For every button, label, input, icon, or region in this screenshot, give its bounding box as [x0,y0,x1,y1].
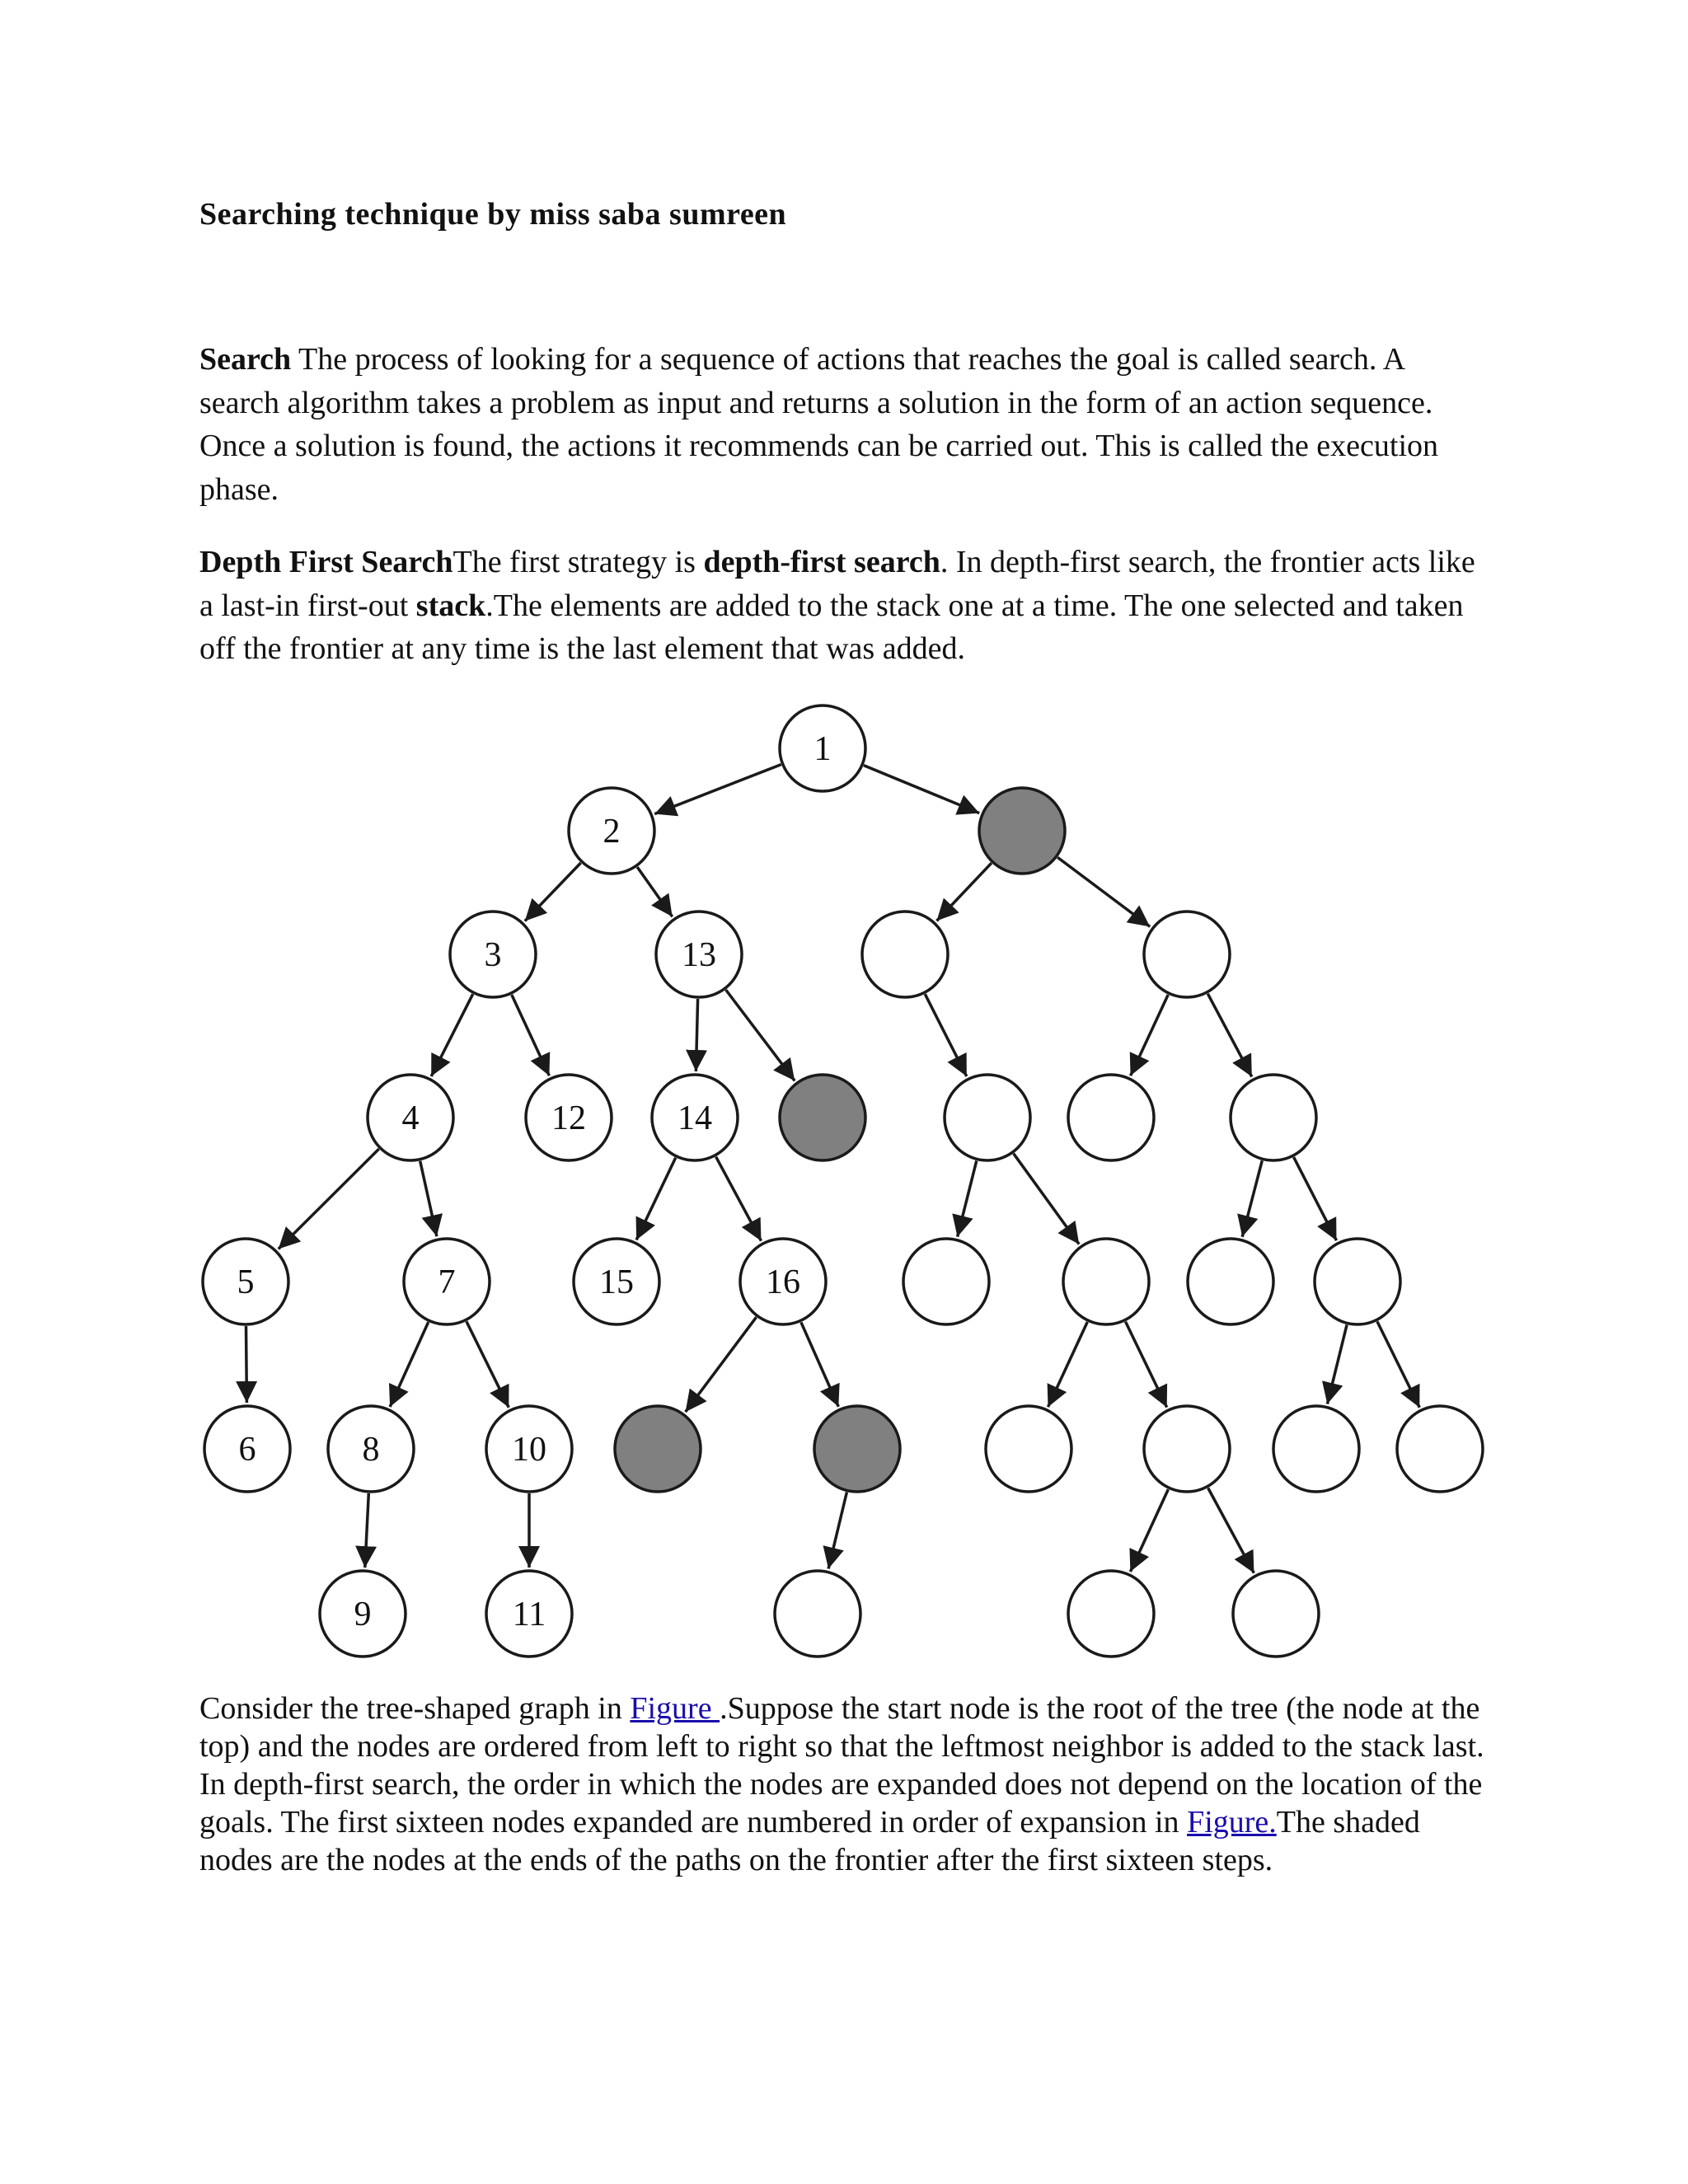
search-definition: The process of looking for a sequence of actions that reaches the goal is called search. A search algorithm takes a problem as input and returns a solution in the form of an action sequence. Once a solution is found, the actions it recommends can be carried out. This is called the execution phase. [199,342,1439,507]
tree-edge-n16-s16b [801,1322,838,1406]
tree-edge-n13-s13 [726,990,795,1080]
tree-edge-rs-b [1057,857,1150,926]
tree-node-circle [1273,1406,1359,1492]
tree-node-label: 5 [237,1263,255,1301]
search-term: Search [199,342,292,377]
tree-edge-b-b2 [1207,994,1252,1077]
figure-link-1[interactable]: Figure [630,1691,720,1726]
tree-node-b4 [1315,1239,1400,1324]
document-title: Searching technique by miss saba sumreen [199,197,787,232]
tree-node-circle [775,1571,860,1657]
tree-node-c [775,1571,860,1657]
tree-node-n11 [486,1571,572,1657]
tree-edge-n2-n13 [637,867,673,916]
consider-text-2: .Suppose the start node is the root of the tree (the node at the top) and the nodes are ordered from left to right so that the leftmost neighbor is added to the stack last. In depth-first search, the order in which the nodes are expanded does not depend on the location of the goals. The first sixteen nodes expanded are numbered in order of expansion in [199,1691,1484,1840]
tree-node-circle [1063,1239,1149,1324]
tree-edge-n4-n7 [420,1161,437,1237]
tree-node-b3 [1188,1239,1273,1324]
tree-node-label: 3 [484,936,502,974]
tree-edge-b4-b6 [1377,1321,1419,1407]
tree-node-circle [1397,1406,1483,1492]
tree-node-label: 4 [401,1099,420,1137]
tree-edge-n4-n5 [279,1149,379,1249]
tree-node-label: 7 [438,1263,456,1301]
tree-node-circle [615,1406,701,1492]
tree-node-n16 [740,1239,826,1324]
tree-edge-r-rs [864,766,979,813]
tree-edge-n7-n8 [390,1322,429,1407]
tree-edge-a-a1 [925,994,967,1076]
tree-edge-b2-b3 [1242,1160,1262,1237]
tree-edge-a5-a6 [1130,1489,1168,1572]
tree-node-n7 [404,1239,490,1324]
tree-node-s16b [814,1406,900,1492]
tree-edge-n14-n16 [716,1157,762,1241]
tree-node-circle [1144,1406,1230,1492]
dfs-text-2: . In depth-first search, the frontier acts like a last-in first-out [199,545,1475,623]
tree-node-label: 6 [238,1431,256,1469]
tree-node-n10 [486,1406,572,1492]
tree-edge-n3-n4 [431,994,473,1076]
tree-node-circle [1233,1571,1319,1657]
tree-node-circle [1144,912,1230,997]
consider-text-1: Consider the tree-shaped graph in [199,1691,631,1726]
tree-node-circle [945,1075,1030,1160]
tree-node-n9 [320,1571,406,1657]
tree-edge-a1-a2 [958,1160,977,1236]
tree-node-label: 13 [682,936,716,974]
tree-edge-n8-n9 [365,1493,369,1568]
tree-edge-b-b1 [1131,995,1169,1076]
tree-edge-r-n2 [654,765,781,814]
figure-link-2[interactable]: Figure. [1187,1805,1277,1840]
tree-node-n3 [450,912,536,997]
tree-node-b1 [1068,1075,1154,1160]
tree-edge-a5-a7 [1208,1488,1254,1573]
tree-edge-n14-n15 [636,1158,676,1240]
tree-node-a5 [1144,1406,1230,1492]
consider-paragraph [199,1690,1485,1879]
tree-node-b6 [1397,1406,1483,1492]
tree-node-circle [1068,1075,1154,1160]
tree-node-circle [979,788,1065,874]
tree-node-r [780,705,865,791]
tree-edge-a3-a4 [1048,1322,1088,1407]
tree-node-label: 16 [766,1263,800,1301]
tree-node-n15 [574,1239,659,1324]
tree-node-b [1144,912,1230,997]
dfs-bold-1: depth-first search [703,545,940,579]
dfs-term: Depth First Search [199,545,453,579]
dfs-text-1: The first strategy is [452,545,704,579]
tree-node-label: 10 [512,1431,546,1469]
tree-edge-n5-n6 [246,1326,247,1403]
tree-node-n6 [204,1406,290,1492]
tree-node-label: 2 [603,813,621,851]
tree-node-label: 1 [814,730,832,768]
tree-edge-n13-n14 [696,999,697,1071]
tree-node-n5 [203,1239,288,1324]
tree-node-n12 [526,1075,612,1160]
tree-node-a1 [945,1075,1030,1160]
tree-edge-a3-a5 [1126,1322,1167,1408]
dfs-text-3: .The elements are added to the stack one at a time. The one selected and taken off the frontier at any time is the last element that was added. [199,588,1464,666]
tree-node-label: 12 [551,1099,586,1137]
tree-node-n4 [368,1075,453,1160]
tree-node-label: 14 [678,1099,712,1137]
tree-node-label: 8 [362,1431,380,1469]
tree-node-a4 [986,1406,1071,1492]
tree-edge-n2-n3 [525,863,581,921]
tree-node-b2 [1231,1075,1316,1160]
tree-node-n13 [656,912,742,997]
tree-node-label: 9 [354,1596,372,1633]
tree-node-a2 [903,1239,989,1324]
tree-edge-n7-n10 [467,1321,509,1407]
tree-node-circle [1188,1239,1273,1324]
tree-node-circle [1315,1239,1400,1324]
consider-text-3: The shaded nodes are the nodes at the ends of the paths on the frontier after the first sixteen steps. [199,1805,1420,1877]
tree-edge-a1-a3 [1014,1154,1080,1244]
tree-node-a3 [1063,1239,1149,1324]
tree-node-circle [1068,1571,1154,1657]
tree-node-b5 [1273,1406,1359,1492]
tree-node-label: 15 [599,1263,634,1301]
tree-node-a6 [1068,1571,1154,1657]
tree-node-s16a [615,1406,701,1492]
tree-edge-n16-s16a [686,1317,757,1412]
tree-node-label: 11 [512,1596,546,1633]
tree-node-a7 [1233,1571,1319,1657]
tree-node-s13 [780,1075,865,1160]
tree-edge-rs-a [937,863,992,921]
tree-node-rs [979,788,1065,874]
tree-node-a [862,912,948,997]
tree-node-n8 [328,1406,414,1492]
tree-node-circle [780,1075,865,1160]
tree-node-circle [986,1406,1071,1492]
tree-node-n14 [652,1075,738,1160]
tree-node-circle [814,1406,900,1492]
tree-edge-n3-n12 [512,995,550,1076]
tree-node-circle [903,1239,989,1324]
tree-node-circle [1231,1075,1316,1160]
tree-edge-s16b-c [828,1493,846,1569]
tree-edge-b4-b5 [1327,1324,1347,1404]
tree-node-circle [862,912,948,997]
tree-edge-b2-b4 [1294,1157,1337,1240]
tree-node-n2 [569,788,654,874]
dfs-bold-2: stack [415,588,486,623]
